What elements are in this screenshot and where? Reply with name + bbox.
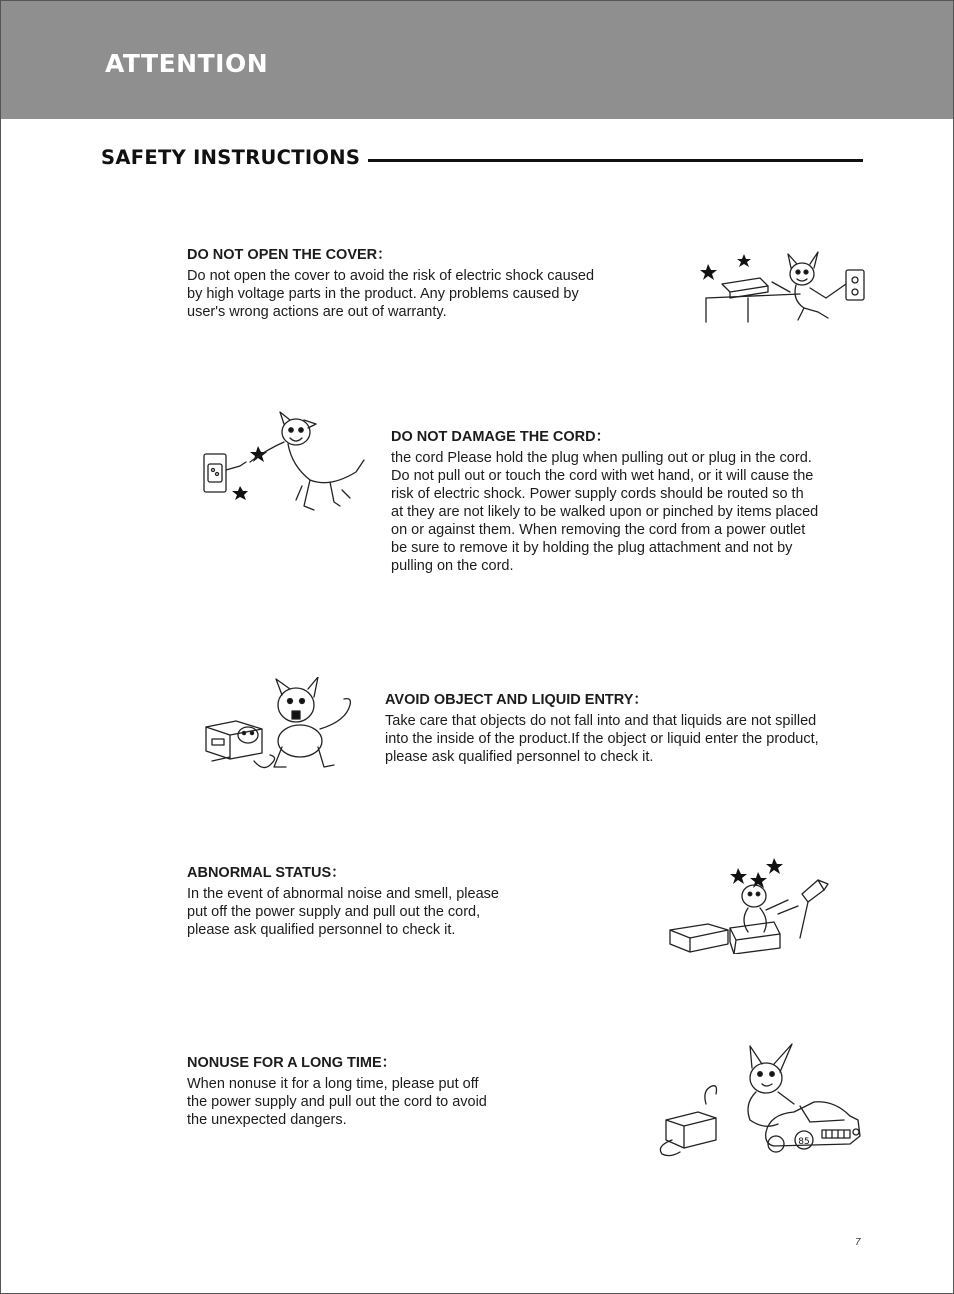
instruction-title: NONUSE FOR A LONG TIME：: [187, 1055, 397, 1071]
instruction-title: DO NOT OPEN THE COVER：: [187, 247, 392, 263]
instruction-title: AVOID OBJECT AND LIQUID ENTRY：: [385, 692, 648, 708]
instruction-text: the cord Please hold the plug when pulling out or plug in the cord. Do not pull out or touch the cord with wet hand, or it will cause the risk of electric shock. Power supply cords should be routed so th at they are not likely to be walked upon or pinched by items placed on or against them. When removing the cord from a power outlet be sure to remove it by holding the plug attachment and not by pulling on the cord.: [391, 450, 819, 574]
cat-car-icon: [654, 1040, 864, 1158]
instruction-do-not-damage-cord: [391, 425, 871, 575]
instruction-do-not-open-cover: [187, 243, 657, 321]
instruction-text: When nonuse it for a long time, please put off the power supply and pull out the cord to avoid the unexpected dangers.: [187, 1076, 487, 1128]
instruction-text: In the event of abnormal noise and smell, please put off the power supply and pull out the cord, please ask qualified personnel to check it.: [187, 886, 499, 938]
instruction-avoid-object-liquid-entry: [385, 688, 875, 766]
instruction-abnormal-status: [187, 861, 567, 939]
cat-opening-cover-icon: [700, 248, 866, 324]
instruction-title: DO NOT DAMAGE THE CORD：: [391, 429, 611, 445]
cat-liquid-spill-icon: [200, 677, 360, 775]
header-banner: [1, 1, 953, 119]
car-plate-label: 85: [798, 1137, 810, 1147]
cat-abnormal-smell-icon: [668, 854, 832, 954]
page-title: ATTENTION: [105, 49, 269, 78]
page-number: 7: [855, 1237, 861, 1248]
section-heading: SAFETY INSTRUCTIONS: [101, 146, 361, 169]
instruction-title: ABNORMAL STATUS：: [187, 865, 346, 881]
instruction-text: Take care that objects do not fall into and that liquids are not spilled into the inside of the product.If the object or liquid enter the product, please ask qualified personnel to check it.: [385, 713, 819, 765]
instruction-text: Do not open the cover to avoid the risk of electric shock caused by high voltage parts in the product. Any problems caused by user's wrong actions are out of warranty.: [187, 268, 595, 320]
section-divider: [368, 159, 863, 162]
instruction-nonuse-long-time: [187, 1051, 557, 1129]
cat-pulling-cord-icon: [200, 410, 370, 518]
